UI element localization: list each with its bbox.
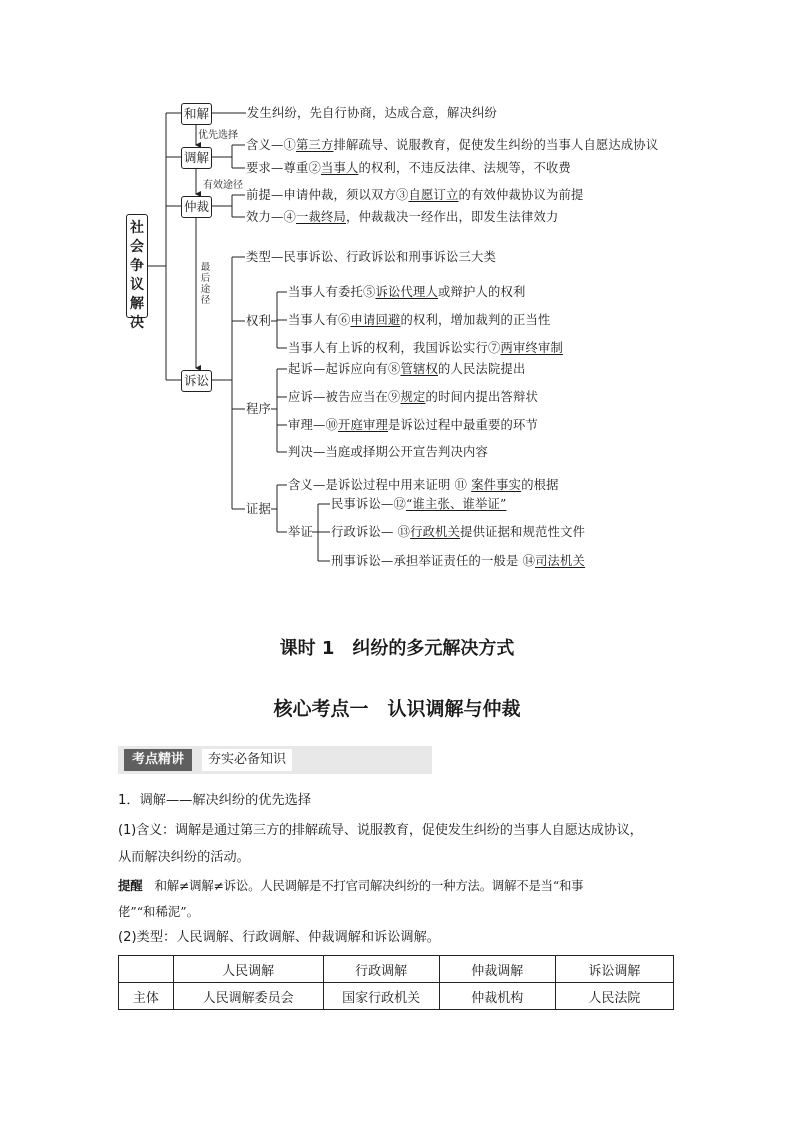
node-hejie-label: 和解	[183, 106, 209, 121]
table-cell: 国家行政机关	[323, 983, 439, 1010]
banner-subtitle: 夯实必备知识	[202, 749, 292, 771]
mediation-table	[118, 955, 674, 1010]
chengxu-line-4	[288, 444, 488, 460]
edge-label-youxiao: 有效途径	[203, 180, 243, 191]
answer-blank: 一裁终局	[296, 210, 346, 224]
tip-line-1	[118, 873, 678, 899]
text-segment: 是诉讼过程中最重要的环节	[388, 418, 538, 432]
quanli-line-2	[288, 312, 550, 328]
table-header-row	[119, 956, 674, 983]
tiaojie-line-2	[246, 160, 571, 176]
answer-blank: 管辖权	[400, 362, 438, 376]
juzheng-line-2	[331, 524, 585, 540]
text-segment: 当事人有上诉的权利，我国诉讼实行⑦	[288, 341, 501, 355]
quanli-line-1	[288, 284, 525, 300]
text-segment: 的人民法院提出	[437, 362, 526, 376]
node-zhongcai	[181, 196, 212, 218]
node-zhongcai-label: 仲裁	[183, 199, 209, 214]
quanli-line-3	[288, 340, 563, 356]
answer-blank: 案件事实	[471, 478, 522, 492]
lesson-title: 课时 1 纠纷的多元解决方式	[279, 638, 515, 659]
table-cell: 仲裁机构	[439, 983, 555, 1010]
text-segment: 民事诉讼—⑫	[331, 497, 406, 511]
text-segment: 或辩护人的权利	[437, 285, 526, 299]
group-chengxu: 程序	[246, 402, 271, 416]
tip-text: 和解≠调解≠诉讼。人民调解是不打官司解决纠纷的一种方法。调解不是当“和事	[142, 878, 584, 893]
node-tiaojie	[181, 147, 212, 169]
group-zhengju: 证据	[246, 502, 271, 516]
zhongcai-line-2	[246, 209, 558, 225]
table-cell: 主体	[119, 983, 174, 1010]
answer-blank: 申请回避	[350, 313, 401, 327]
text-segment: 起诉—起诉应向有⑧	[288, 362, 401, 376]
answer-blank: 两审终审制	[500, 341, 563, 355]
table-cell: 人民法院	[555, 983, 673, 1010]
text-segment: 判决—当庭或择期公开宣告判决内容	[288, 445, 488, 459]
answer-blank: 当事人	[320, 161, 359, 175]
text-segment: 审理—⑩	[288, 418, 338, 432]
zhengju-hanyi	[288, 477, 559, 493]
text-segment: 提供证据和规范性文件	[460, 525, 586, 539]
text-segment: 的根据	[521, 478, 559, 492]
types-line: (2)类型：人民调解、行政调解、仲裁调解和诉讼调解。	[118, 930, 440, 945]
text-segment: 的时间内提出答辩状	[425, 390, 538, 404]
table-header-cell: 仲裁调解	[439, 956, 555, 983]
tip-label: 提醒	[118, 878, 143, 893]
chengxu-line-2	[288, 389, 538, 405]
item-1-heading: 1．调解——解决纠纷的优先选择	[118, 793, 312, 808]
definition-line-1: (1)含义：调解是通过第三方的排解疏导、说服教育，促使发生纠纷的当事人自愿达成协议，	[118, 823, 643, 838]
answer-blank: 规定	[400, 390, 426, 404]
banner-tag: 考点精讲	[124, 749, 192, 771]
table-row	[119, 983, 674, 1010]
susong-type: 类型—民事诉讼、行政诉讼和刑事诉讼三大类	[246, 250, 496, 264]
chengxu-line-3	[288, 417, 538, 433]
text-segment: 排解疏导、说服教育，促使发生纠纷的当事人自愿达成协议	[333, 138, 659, 152]
text-segment: 刑事诉讼—承担举证责任的一般是 ⑭	[331, 554, 536, 568]
text-segment: 的权利，增加裁判的正当性	[400, 313, 551, 327]
section-title: 核心考点一 认识调解与仲裁	[273, 698, 521, 720]
table-header-cell	[119, 956, 174, 983]
node-susong-label: 诉讼	[183, 373, 209, 388]
zhongcai-line-1	[246, 187, 583, 203]
table-cell: 人民调解委员会	[173, 983, 323, 1010]
definition-line-2: 从而解决纠纷的活动。	[118, 850, 250, 865]
answer-blank: 自愿订立	[408, 188, 459, 202]
text-segment: 前提—申请仲裁，须以双方③	[246, 188, 409, 202]
answer-blank: 开庭审理	[338, 418, 388, 432]
answer-blank: 行政机关	[410, 525, 461, 539]
text-segment: 的权利，不违反法律、法规等，不收费	[358, 161, 571, 175]
section-banner	[118, 746, 432, 774]
text-segment: 效力—④	[246, 210, 296, 224]
juzheng-label: 举证	[288, 525, 313, 539]
node-tiaojie-label: 调解	[183, 150, 209, 165]
diagram-root-box	[126, 214, 148, 331]
text-segment: 行政诉讼— ⑬	[331, 525, 411, 539]
hejie-description: 发生纠纷，先自行协商，达成合意，解决纠纷	[247, 106, 497, 120]
text-segment: 的有效仲裁协议为前提	[458, 188, 584, 202]
answer-blank: 第三方	[296, 138, 334, 152]
answer-blank: “谁主张、谁举证”	[405, 497, 507, 511]
juzheng-line-3	[331, 553, 585, 569]
edge-label-zuihou: 最后途径	[200, 262, 211, 306]
edge-label-youxian: 优先选择	[198, 130, 238, 141]
text-segment: 应诉—被告应当在⑨	[288, 390, 401, 404]
table-header-cell: 诉讼调解	[555, 956, 673, 983]
text-segment: 当事人有委托⑤	[288, 285, 376, 299]
node-hejie	[181, 103, 212, 125]
answer-blank: 诉讼代理人	[375, 285, 438, 299]
text-segment: 含义—是诉讼过程中用来证明 ⑪	[288, 478, 472, 492]
text-segment: 含义—①	[246, 138, 296, 152]
chengxu-line-1	[288, 361, 525, 377]
table-header-cell: 行政调解	[323, 956, 439, 983]
text-segment: ，仲裁裁决一经作出，即发生法律效力	[346, 210, 559, 224]
juzheng-line-1	[331, 496, 506, 512]
text-segment: 当事人有⑥	[288, 313, 351, 327]
tip-line-2: 佬”“和稀泥”。	[118, 904, 199, 919]
node-susong	[181, 370, 212, 392]
table-header-cell: 人民调解	[173, 956, 323, 983]
answer-blank: 司法机关	[535, 554, 586, 568]
tiaojie-line-1	[246, 137, 658, 153]
diagram-root-label: 社会争议解决	[130, 220, 144, 331]
group-quanli: 权利	[246, 314, 271, 328]
text-segment: 要求—尊重②	[246, 161, 321, 175]
